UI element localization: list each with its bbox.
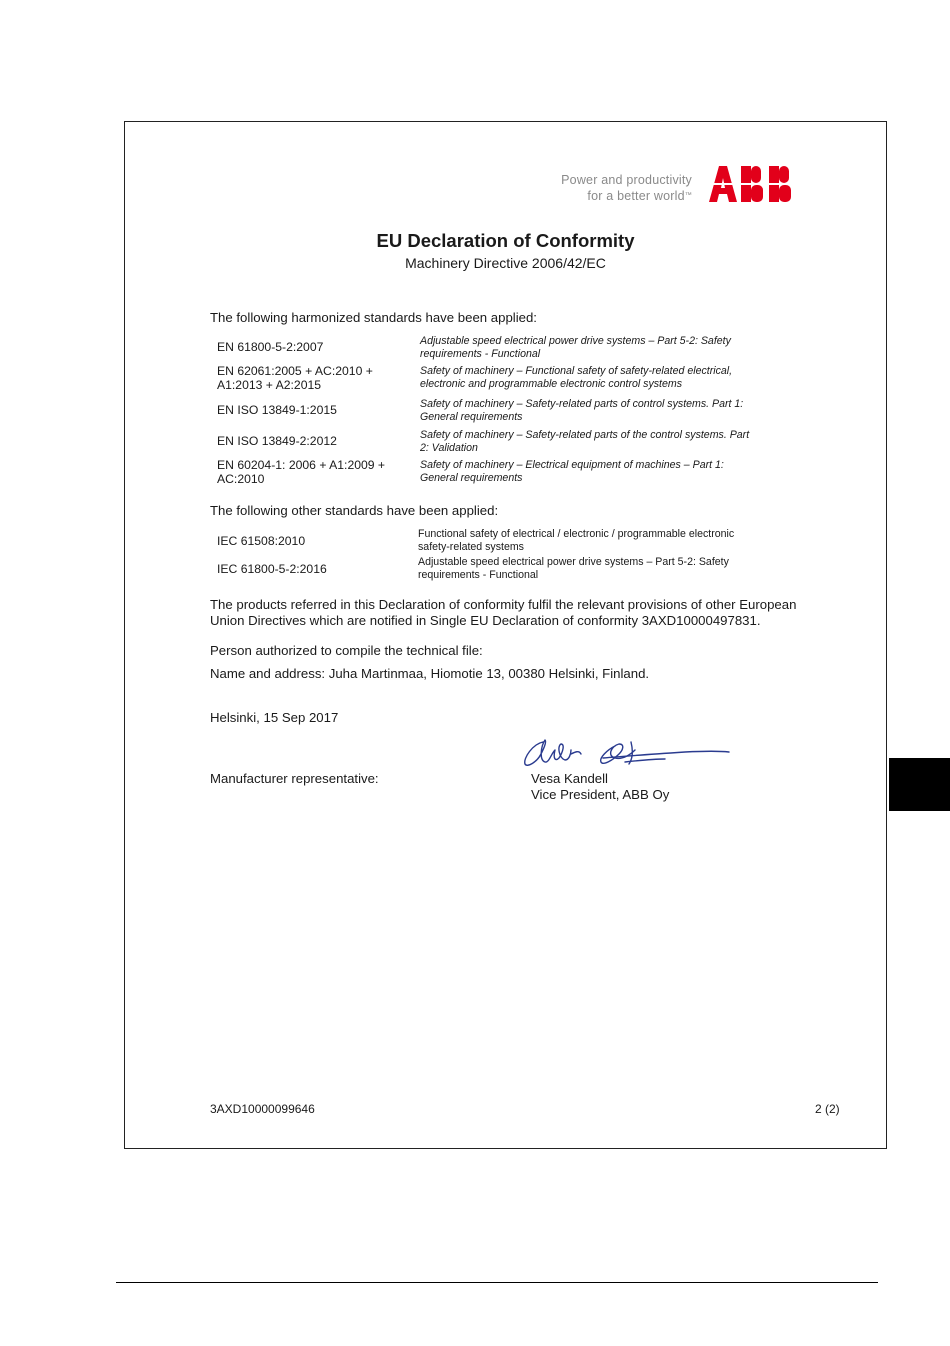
standard-description-line: Safety of machinery – Electrical equipment of machines – Part 1: bbox=[420, 459, 724, 471]
standard-description-line: electronic and programmable electronic control systems bbox=[420, 378, 683, 390]
standard-description-line: General requirements bbox=[420, 411, 523, 423]
bottom-rule bbox=[116, 1282, 878, 1283]
manufacturer-representative-label: Manufacturer representative: bbox=[210, 771, 379, 786]
standard-code-line: EN 60204-1: 2006 + A1:2009 + bbox=[217, 458, 386, 472]
page-title: EU Declaration of Conformity bbox=[376, 230, 635, 251]
technical-file-address: Name and address: Juha Martinmaa, Hiomotie 13, 00380 Helsinki, Finland. bbox=[210, 666, 650, 681]
standard-code-line: A1:2013 + A2:2015 bbox=[217, 378, 322, 392]
standard-code bbox=[217, 562, 327, 576]
standard-code bbox=[217, 534, 305, 548]
tagline bbox=[540, 172, 692, 204]
standard-description bbox=[418, 528, 734, 554]
signatory-block bbox=[531, 771, 669, 803]
trademark-mark: ™ bbox=[684, 192, 692, 199]
standard-description-line: Safety of machinery – Safety-related parts of control systems. Part 1: bbox=[420, 398, 744, 410]
tagline-line-2: for a better world bbox=[587, 189, 685, 203]
standard-code bbox=[217, 458, 385, 486]
section-tab-marker bbox=[889, 758, 950, 811]
standard-code-line: IEC 61508:2010 bbox=[217, 534, 306, 548]
place-date: Helsinki, 15 Sep 2017 bbox=[210, 710, 339, 725]
other-heading: The following other standards have been applied: bbox=[210, 503, 499, 518]
tagline-line-1: Power and productivity bbox=[561, 173, 692, 187]
standard-description-line: Safety of machinery – Safety-related parts of the control systems. Part bbox=[420, 429, 750, 441]
document-number: 3AXD10000099646 bbox=[210, 1102, 315, 1116]
standard-description-line: requirements - Functional bbox=[418, 569, 539, 581]
signatory-name: Vesa Kandell bbox=[531, 771, 608, 786]
standard-code-line: IEC 61800-5-2:2016 bbox=[217, 562, 327, 576]
standard-description-line: General requirements bbox=[420, 472, 523, 484]
signatory-title: Vice President, ABB Oy bbox=[531, 787, 670, 802]
conformity-line-2: Union Directives which are notified in Single EU Declaration of conformity 3AXD10000497831. bbox=[210, 613, 761, 628]
standard-description bbox=[420, 398, 743, 424]
conformity-paragraph bbox=[210, 597, 796, 629]
conformity-line-1: The products referred in this Declaration of conformity fulfil the relevant provisions of other European bbox=[210, 597, 797, 612]
standard-code bbox=[217, 364, 373, 392]
page-number: 2 (2) bbox=[815, 1102, 840, 1116]
standard-code bbox=[217, 403, 337, 417]
page-subtitle: Machinery Directive 2006/42/EC bbox=[405, 255, 606, 271]
standard-code-line: EN ISO 13849-1:2015 bbox=[217, 403, 337, 417]
standard-description-line: Safety of machinery – Functional safety of safety-related electrical, bbox=[420, 365, 733, 377]
standard-code-line: EN 61800-5-2:2007 bbox=[217, 340, 324, 354]
declaration-document bbox=[124, 121, 887, 1149]
standard-description bbox=[420, 365, 732, 391]
technical-file-heading: Person authorized to compile the technical file: bbox=[210, 643, 483, 658]
standard-code-line: EN 62061:2005 + AC:2010 + bbox=[217, 364, 373, 378]
standard-description-line: 2: Validation bbox=[420, 442, 478, 454]
abb-logo bbox=[707, 164, 805, 204]
standard-code-line: EN ISO 13849-2:2012 bbox=[217, 434, 337, 448]
standard-code bbox=[217, 434, 337, 448]
standard-description-line: safety-related systems bbox=[418, 541, 524, 553]
standard-description bbox=[420, 429, 749, 455]
harmonized-heading: The following harmonized standards have been applied: bbox=[210, 310, 537, 325]
standard-code-line: AC:2010 bbox=[217, 472, 265, 486]
standard-description bbox=[420, 335, 731, 361]
standard-description-line: Adjustable speed electrical power drive systems – Part 5-2: Safety bbox=[420, 335, 731, 347]
handwritten-signature bbox=[515, 732, 735, 772]
standard-description-line: Functional safety of electrical / electronic / programmable electronic bbox=[418, 528, 735, 540]
standard-description-line: requirements - Functional bbox=[420, 348, 541, 360]
standard-description bbox=[420, 459, 724, 485]
standard-code bbox=[217, 340, 323, 354]
standard-description-line: Adjustable speed electrical power drive systems – Part 5-2: Safety bbox=[418, 556, 729, 568]
standard-description bbox=[418, 556, 729, 582]
